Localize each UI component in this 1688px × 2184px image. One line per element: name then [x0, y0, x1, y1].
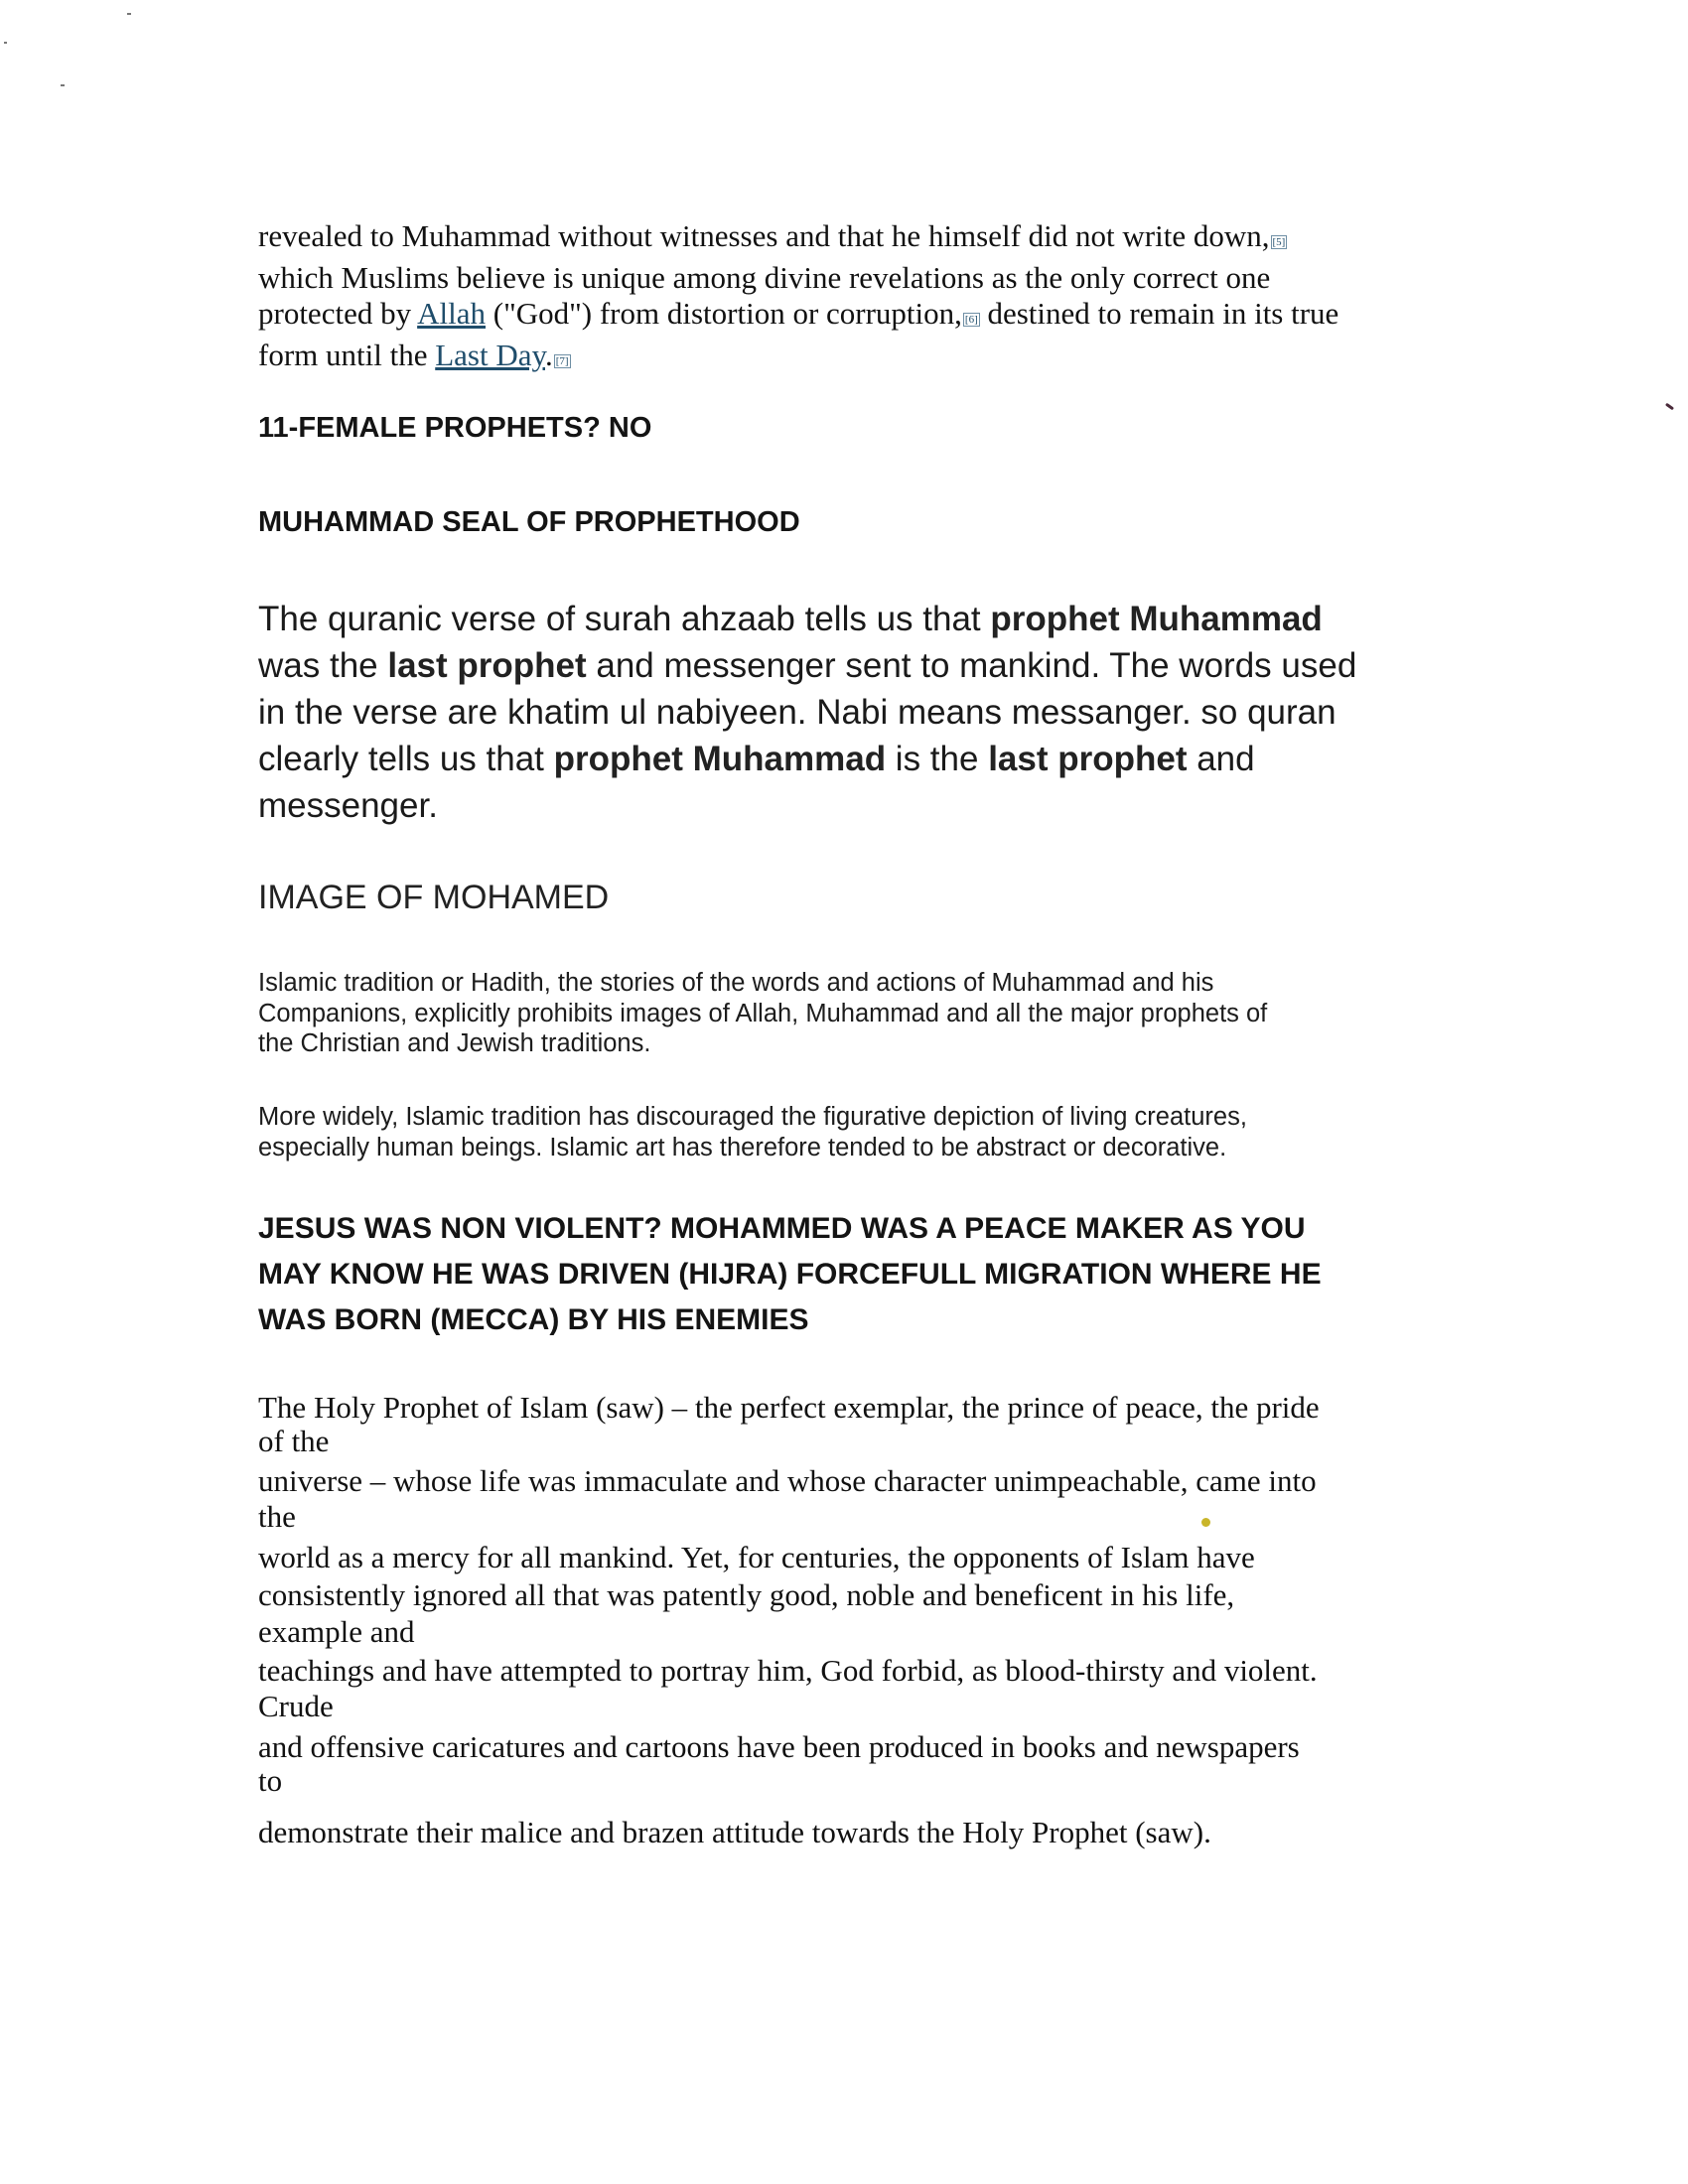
footnote-link-5[interactable]: [5] — [1272, 236, 1286, 248]
last-day-link[interactable]: Last Day — [435, 338, 545, 372]
text-line — [258, 338, 1338, 379]
allah-link[interactable]: Allah — [417, 296, 486, 331]
text-line — [258, 782, 1356, 829]
text-line — [258, 736, 1356, 782]
heading-line: MAY KNOW HE WAS DRIVEN (HIJRA) FORCEFULL MIGRATION WHERE HE — [258, 1258, 1322, 1291]
text: and messenger sent to mankind. The words used — [586, 646, 1357, 685]
scan-speck — [61, 84, 65, 86]
text-line — [258, 689, 1356, 736]
seal-paragraph — [258, 596, 1356, 829]
text-line: Islamic tradition or Hadith, the stories of the words and actions of Muhammad and his — [258, 969, 1214, 997]
text-line: consistently ignored all that was patently good, noble and beneficent in his life, — [258, 1577, 1235, 1612]
bold-text: prophet Muhammad — [553, 740, 887, 778]
heading-image-of-mohamed: IMAGE OF MOHAMED — [258, 879, 610, 916]
heading-line: JESUS WAS NON VIOLENT? MOHAMMED WAS A PEACE MAKER AS YOU — [258, 1212, 1306, 1245]
text-line: More widely, Islamic tradition has discouraged the figurative depiction of living creatures, — [258, 1103, 1247, 1131]
text: and — [1187, 740, 1255, 778]
text: messenger. — [258, 786, 438, 825]
text: protected by — [258, 296, 418, 331]
text: form until the — [258, 338, 436, 372]
text: ("God") from distortion or corruption, — [486, 296, 962, 331]
text-line: to — [258, 1763, 283, 1798]
text-line: universe – whose life was immaculate and whose character unimpeachable, came into — [258, 1463, 1317, 1498]
scan-speck — [127, 13, 131, 15]
text-line: especially human beings. Islamic art has therefore tended to be abstract or decorative. — [258, 1133, 1227, 1161]
text-line — [258, 260, 1338, 296]
text-line: the — [258, 1499, 296, 1534]
image-paragraph-1 — [258, 968, 1267, 1059]
image-paragraph-2 — [258, 1102, 1247, 1162]
text-line: example and — [258, 1614, 415, 1649]
text-line: teachings and have attempted to portray him, God forbid, as blood-thirsty and violent. — [258, 1653, 1318, 1688]
bold-text: last prophet — [387, 646, 587, 685]
text: revealed to Muhammad without witnesses and that he himself did not write down, — [258, 218, 1270, 253]
text: destined to remain in its true — [979, 296, 1339, 331]
text-line: Crude — [258, 1689, 334, 1723]
text-line: world as a mercy for all mankind. Yet, for centuries, the opponents of Islam have — [258, 1540, 1255, 1574]
heading-female-prophets: 11-FEMALE PROPHETS? NO — [258, 412, 652, 444]
footnote-link-6[interactable]: [6] — [964, 314, 978, 326]
text-line: Companions, explicitly prohibits images of Allah, Muhammad and all the major prophets of — [258, 999, 1268, 1027]
heading-jesus-non-violent — [258, 1206, 1322, 1343]
text-line: The Holy Prophet of Islam (saw) – the perfect exemplar, the prince of peace, the pride — [258, 1390, 1320, 1425]
text-line: the Christian and Jewish traditions. — [258, 1029, 651, 1057]
text: . — [545, 338, 553, 372]
bold-text: prophet Muhammad — [990, 600, 1323, 638]
text: is the — [886, 740, 989, 778]
text-line: demonstrate their malice and brazen attitude towards the Holy Prophet (saw). — [258, 1815, 1211, 1849]
continuation-paragraph — [258, 218, 1338, 379]
scan-mark — [1665, 403, 1674, 411]
scan-speck — [4, 42, 7, 44]
text-line: of the — [258, 1424, 330, 1458]
text: clearly tells us that — [258, 740, 554, 778]
text: which Muslims believe is unique among divine revelations as the only correct one — [258, 260, 1271, 295]
text-line — [258, 218, 1338, 260]
text: was the — [258, 646, 388, 685]
heading-line: WAS BORN (MECCA) BY HIS ENEMIES — [258, 1303, 809, 1336]
text: The quranic verse of surah ahzaab tells us that — [258, 600, 991, 638]
text: in the verse are khatim ul nabiyeen. Nabi means messanger. so quran — [258, 693, 1336, 732]
text-line — [258, 642, 1356, 689]
footnote-link-7[interactable]: [7] — [555, 355, 569, 367]
text-line: and offensive caricatures and cartoons have been produced in books and newspapers — [258, 1729, 1300, 1764]
text-line — [258, 296, 1338, 338]
heading-seal-of-prophethood: MUHAMMAD SEAL OF PROPHETHOOD — [258, 506, 800, 538]
bold-text: last prophet — [988, 740, 1188, 778]
text-line — [258, 596, 1356, 642]
stain-dot — [1201, 1518, 1210, 1527]
